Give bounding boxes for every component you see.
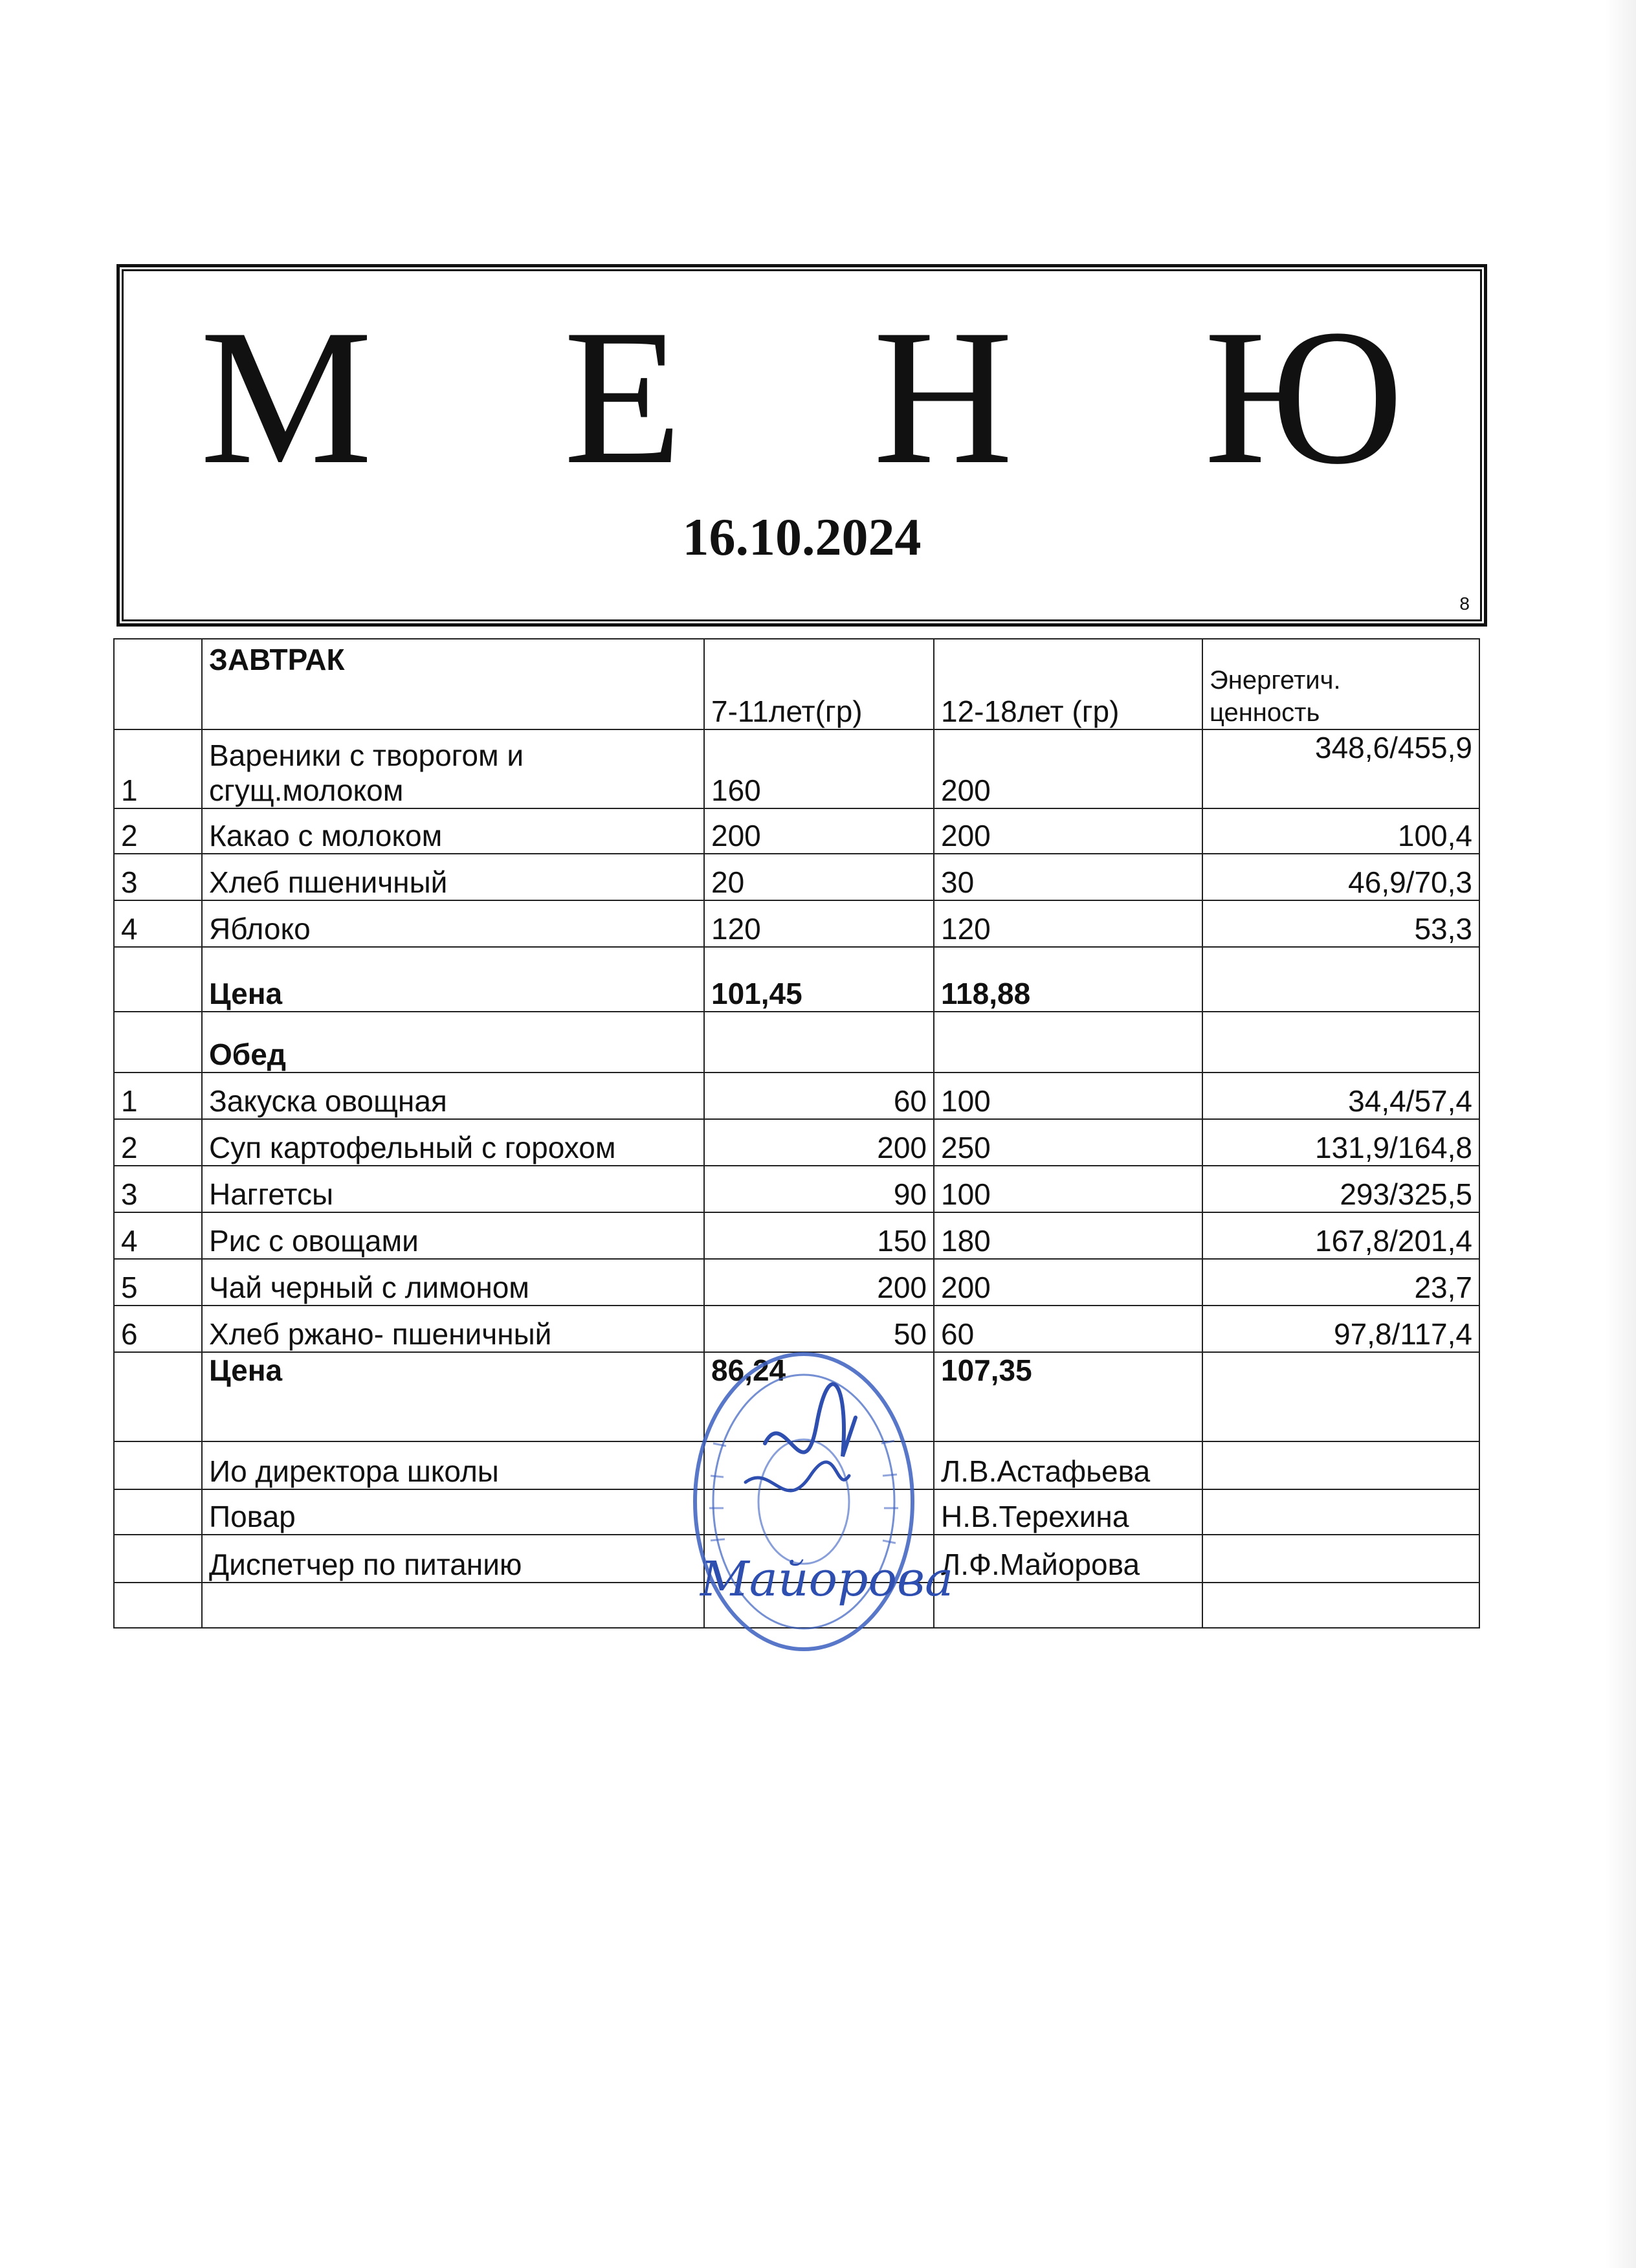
menu-title: М Е Н Ю bbox=[200, 289, 1475, 504]
grams-7-11: 200 bbox=[704, 808, 934, 854]
grams-12-18: 100 bbox=[934, 1166, 1202, 1212]
row-number: 6 bbox=[114, 1306, 202, 1352]
empty-cell bbox=[114, 1489, 202, 1535]
lunch-section-row bbox=[114, 1012, 1479, 1073]
row-number: 2 bbox=[114, 1119, 202, 1166]
grams-12-18: 120 bbox=[934, 900, 1202, 947]
page-edge-shadow bbox=[1605, 0, 1636, 2268]
lunch-price-7-11: 86,24 bbox=[704, 1352, 934, 1441]
grams-7-11: 50 bbox=[704, 1306, 934, 1352]
grams-7-11: 120 bbox=[704, 900, 934, 947]
energy-value: 34,4/57,4 bbox=[1202, 1073, 1479, 1119]
empty-cell bbox=[114, 1535, 202, 1583]
signature-name: Л.В.Астафьева bbox=[934, 1441, 1202, 1489]
empty-cell bbox=[1202, 1535, 1479, 1583]
dish-name: Хлеб пшеничный bbox=[202, 854, 704, 900]
dish-name: Суп картофельный с горохом bbox=[202, 1119, 704, 1166]
dish-name bbox=[202, 729, 704, 808]
grams-7-11: 200 bbox=[704, 1119, 934, 1166]
empty-cell bbox=[934, 1012, 1202, 1073]
signature-row bbox=[114, 1489, 1479, 1535]
header-energy-line1: Энергетич. bbox=[1210, 666, 1341, 695]
dish-name: Какао с молоком bbox=[202, 808, 704, 854]
signature-role: Ио директора школы bbox=[202, 1441, 704, 1489]
signature-row bbox=[114, 1441, 1479, 1489]
lunch-section-title: Обед bbox=[202, 1012, 704, 1073]
header-num-cell bbox=[114, 639, 202, 729]
energy-value: 46,9/70,3 bbox=[1202, 854, 1479, 900]
empty-row bbox=[114, 1583, 1479, 1628]
energy-value: 53,3 bbox=[1202, 900, 1479, 947]
dish-name: Яблоко bbox=[202, 900, 704, 947]
energy-value: 97,8/117,4 bbox=[1202, 1306, 1479, 1352]
row-number: 4 bbox=[114, 900, 202, 947]
breakfast-price-12-18: 118,88 bbox=[934, 947, 1202, 1012]
grams-12-18: 180 bbox=[934, 1212, 1202, 1259]
dish-name-line1: Вареники с творогом и bbox=[209, 739, 524, 772]
grams-7-11: 200 bbox=[704, 1259, 934, 1306]
row-number: 4 bbox=[114, 1212, 202, 1259]
table-row bbox=[114, 1212, 1479, 1259]
table-row bbox=[114, 1073, 1479, 1119]
empty-cell bbox=[704, 1583, 934, 1628]
energy-value: 167,8/201,4 bbox=[1202, 1212, 1479, 1259]
breakfast-price-row bbox=[114, 947, 1479, 1012]
empty-cell bbox=[704, 1441, 934, 1489]
energy-value: 23,7 bbox=[1202, 1259, 1479, 1306]
signature-role: Диспетчер по питанию bbox=[202, 1535, 704, 1583]
grams-7-11: 150 bbox=[704, 1212, 934, 1259]
table-row bbox=[114, 729, 1479, 808]
table-row bbox=[114, 1306, 1479, 1352]
row-number: 1 bbox=[114, 729, 202, 808]
lunch-price-row bbox=[114, 1352, 1479, 1441]
page-number: 8 bbox=[1459, 594, 1470, 614]
breakfast-price-7-11: 101,45 bbox=[704, 947, 934, 1012]
empty-cell bbox=[114, 1441, 202, 1489]
empty-cell bbox=[1202, 1352, 1479, 1441]
dish-name: Чай черный с лимоном bbox=[202, 1259, 704, 1306]
dish-name: Рис с овощами bbox=[202, 1212, 704, 1259]
energy-value: 293/325,5 bbox=[1202, 1166, 1479, 1212]
dish-name: Наггетсы bbox=[202, 1166, 704, 1212]
grams-12-18: 200 bbox=[934, 729, 1202, 808]
table-row bbox=[114, 854, 1479, 900]
dish-name: Закуска овощная bbox=[202, 1073, 704, 1119]
table-row bbox=[114, 1119, 1479, 1166]
menu-date: 16.10.2024 bbox=[682, 507, 922, 566]
signature-name: Н.В.Терехина bbox=[934, 1489, 1202, 1535]
breakfast-price-label: Цена bbox=[202, 947, 704, 1012]
empty-cell bbox=[114, 947, 202, 1012]
header-section-breakfast: ЗАВТРАК bbox=[202, 639, 704, 729]
header-energy bbox=[1202, 639, 1479, 729]
header-age-12-18: 12-18лет (гр) bbox=[934, 639, 1202, 729]
empty-cell bbox=[934, 1583, 1202, 1628]
empty-cell bbox=[202, 1583, 704, 1628]
table-header-row bbox=[114, 639, 1479, 729]
row-number: 1 bbox=[114, 1073, 202, 1119]
grams-12-18: 30 bbox=[934, 854, 1202, 900]
grams-12-18: 60 bbox=[934, 1306, 1202, 1352]
empty-cell bbox=[704, 1535, 934, 1583]
empty-cell bbox=[1202, 1583, 1479, 1628]
empty-cell bbox=[1202, 1012, 1479, 1073]
empty-cell bbox=[114, 1352, 202, 1441]
empty-cell bbox=[1202, 947, 1479, 1012]
empty-cell bbox=[704, 1012, 934, 1073]
grams-12-18: 100 bbox=[934, 1073, 1202, 1119]
grams-7-11: 90 bbox=[704, 1166, 934, 1212]
handwritten-signature-mayorova: Майорова bbox=[700, 1551, 954, 1607]
row-number: 5 bbox=[114, 1259, 202, 1306]
dish-name: Хлеб ржано- пшеничный bbox=[202, 1306, 704, 1352]
header-energy-line2: ценность bbox=[1210, 698, 1320, 727]
grams-12-18: 250 bbox=[934, 1119, 1202, 1166]
grams-12-18: 200 bbox=[934, 1259, 1202, 1306]
energy-value: 100,4 bbox=[1202, 808, 1479, 854]
grams-7-11: 20 bbox=[704, 854, 934, 900]
signature-row bbox=[114, 1535, 1479, 1583]
menu-table bbox=[113, 638, 1480, 1629]
grams-7-11: 60 bbox=[704, 1073, 934, 1119]
table-row bbox=[114, 808, 1479, 854]
lunch-price-12-18: 107,35 bbox=[934, 1352, 1202, 1441]
row-number: 3 bbox=[114, 854, 202, 900]
empty-cell bbox=[114, 1012, 202, 1073]
signature-role: Повар bbox=[202, 1489, 704, 1535]
table-row bbox=[114, 900, 1479, 947]
lunch-price-label: Цена bbox=[202, 1352, 704, 1441]
signature-name: Л.Ф.Майорова bbox=[934, 1535, 1202, 1583]
table-row bbox=[114, 1259, 1479, 1306]
empty-cell bbox=[1202, 1441, 1479, 1489]
row-number: 2 bbox=[114, 808, 202, 854]
header-age-7-11: 7-11лет(гр) bbox=[704, 639, 934, 729]
empty-cell bbox=[114, 1583, 202, 1628]
grams-7-11: 160 bbox=[704, 729, 934, 808]
dish-name-line2: сгущ.молоком bbox=[209, 773, 404, 807]
energy-value: 131,9/164,8 bbox=[1202, 1119, 1479, 1166]
row-number: 3 bbox=[114, 1166, 202, 1212]
empty-cell bbox=[1202, 1489, 1479, 1535]
grams-12-18: 200 bbox=[934, 808, 1202, 854]
empty-cell bbox=[704, 1489, 934, 1535]
menu-header-box bbox=[116, 264, 1487, 627]
table-row bbox=[114, 1166, 1479, 1212]
energy-value: 348,6/455,9 bbox=[1202, 729, 1479, 808]
